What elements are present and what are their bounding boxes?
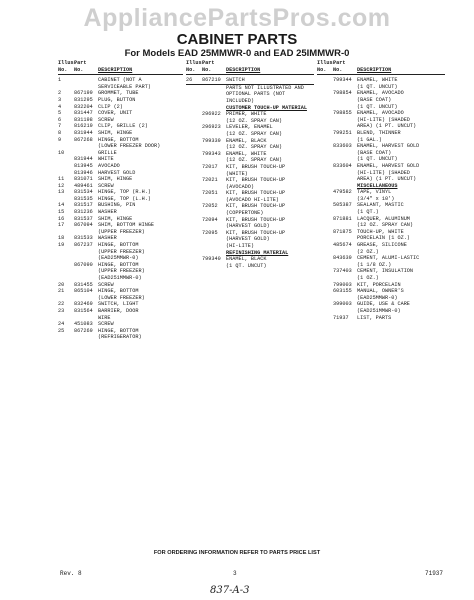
column-header: [58, 60, 183, 75]
part-row: [58, 110, 183, 117]
illus-no: 6: [58, 116, 62, 123]
illus-no: 9: [58, 136, 62, 143]
part-no: 833603: [333, 143, 352, 150]
part-no: [333, 183, 357, 190]
part-description: ENAMEL, HARVEST GOLD (BASE COAT) (1 QT. UNCUT): [357, 143, 420, 163]
part-row: [186, 177, 314, 190]
part-row: [317, 90, 445, 110]
illus-no: 10: [58, 149, 65, 156]
description-header: DESCRIPTION: [98, 66, 133, 73]
part-row: [58, 117, 183, 124]
part-no: 867268: [74, 136, 93, 143]
part-no: 867199: [74, 90, 93, 97]
illus-no: 13: [58, 189, 65, 196]
illus-no: [317, 202, 333, 215]
part-description: HINGE, TOP (L.H.): [98, 195, 151, 202]
part-row: [58, 137, 183, 150]
part-description: KIT, BRUSH TOUCH-UP (HARVEST GOLD) (HI-LITE): [226, 229, 286, 250]
part-description: AVOCADO: [98, 162, 120, 169]
part-description: HINGE, BOTTOM (LOWER FREEZER): [98, 288, 145, 301]
part-row: [317, 110, 445, 130]
part-row: [58, 163, 183, 170]
illus-no: [186, 203, 202, 216]
part-row: [186, 124, 314, 137]
part-no: 72052: [202, 203, 218, 210]
part-no: 831447: [74, 110, 93, 117]
part-no: 72021: [202, 177, 218, 184]
part-row: [58, 202, 183, 209]
part-row: [58, 123, 183, 130]
illus-no: 12: [58, 182, 65, 189]
part-description: ENAMEL, AVOCADO (BASE COAT) (1 QT. UNCUT): [357, 90, 404, 110]
part-description: HARVEST GOLD: [98, 169, 136, 176]
part-row: [186, 203, 314, 216]
illus-no: [317, 229, 333, 242]
part-no: 451083: [74, 321, 93, 328]
part-row: [186, 85, 314, 105]
part-description: ENAMEL, AVOCADO (HI-LITE) (SHADED AREA) (1 PT. UNCUT): [357, 110, 417, 130]
part-row: [317, 143, 445, 163]
part-row: [58, 156, 183, 163]
illus-no: 3: [58, 96, 62, 103]
illus-no: [317, 242, 333, 255]
part-no: 296922: [202, 111, 221, 118]
part-row: [317, 282, 445, 289]
illus-no: [317, 90, 333, 110]
part-no: 603155: [333, 288, 352, 295]
part-row: [58, 308, 183, 321]
part-row: [186, 151, 314, 164]
part-description: KIT, BRUSH TOUCH-UP (COPPERTONE): [226, 203, 286, 217]
illus-no: [317, 216, 333, 229]
part-row: [317, 315, 445, 322]
part-description: GREASE, SILICONE (2 OZ.): [357, 242, 407, 255]
part-no: 813946: [74, 169, 93, 176]
illus-no: 11: [58, 176, 65, 183]
part-description: WHITE: [98, 156, 114, 163]
illus-no: [186, 250, 202, 257]
part-no: 296923: [202, 124, 221, 131]
part-no-header: Part No.: [333, 60, 346, 73]
illus-no: 7: [58, 123, 62, 130]
part-no-header: Part No.: [202, 60, 215, 73]
part-description: GROMMET, TUBE: [98, 90, 139, 97]
part-no: 71937: [333, 314, 349, 321]
illus-no: 24: [58, 321, 65, 328]
column-header: [186, 60, 314, 75]
part-description: SHIM, HINGE: [98, 129, 133, 136]
part-row: [58, 183, 183, 190]
part-row: [317, 163, 445, 183]
part-description: WASHER: [98, 209, 117, 216]
part-no: 831534: [74, 189, 93, 196]
part-description: SHIM, HINGE: [98, 215, 133, 222]
part-no: 485674: [333, 242, 352, 249]
illus-no: [317, 268, 333, 281]
part-row: [58, 288, 183, 301]
illus-no: 18: [58, 235, 65, 242]
part-row: [58, 77, 183, 90]
part-description: TOUCH-UP, WHITE PORCELAIN (1 OZ.): [357, 228, 410, 242]
part-no: 831944: [74, 156, 93, 163]
part-description: KIT, BRUSH TOUCH-UP (AVOCADO): [226, 177, 286, 190]
part-row: [317, 301, 445, 314]
part-row: [58, 301, 183, 308]
illus-no: [186, 190, 202, 203]
illus-no: [186, 177, 202, 190]
part-description: BLEND, THINNER (1 GAL.): [357, 129, 401, 143]
part-description: SCREW: [98, 321, 114, 328]
part-description: BUSHING, PIN: [98, 202, 136, 209]
document-code: 71937: [425, 570, 444, 577]
part-description: COVER, UNIT: [98, 110, 133, 117]
illus-no: [186, 230, 202, 250]
part-description: SHIM, HINGE: [98, 176, 133, 183]
watermark: AppliancePartsPros.com: [83, 4, 391, 32]
illus-no: [186, 85, 202, 105]
part-no: 832204: [74, 103, 93, 110]
part-no: 865104: [74, 288, 93, 295]
part-description: PARTS NOT ILLUSTRATED AND OPTIONAL PARTS (NOT INCLUDED): [226, 84, 304, 104]
part-description: GUIDE, USE & CARE (EAD251MMWR-0): [357, 301, 410, 314]
part-description: CLIP (2): [98, 103, 123, 110]
part-description: KIT, BRUSH TOUCH-UP (HARVEST GOLD): [226, 216, 286, 230]
part-no: 799003: [333, 281, 352, 288]
part-no: [202, 250, 226, 257]
part-row: [186, 190, 314, 203]
part-no: 799343: [202, 150, 221, 157]
part-row: [58, 235, 183, 242]
part-no: 831944: [74, 129, 93, 136]
part-row: [58, 242, 183, 262]
part-description: TAPE, VINYL (3/4" x 10'): [357, 189, 395, 202]
illus-no: [186, 105, 202, 112]
illus-no: 2: [58, 90, 62, 97]
section-heading: CUSTOMER TOUCH-UP MATERIAL: [226, 104, 307, 111]
illus-no: [186, 217, 202, 230]
part-no: [202, 105, 226, 112]
illus-no: 26: [186, 77, 193, 84]
part-no: 867237: [74, 242, 93, 249]
part-no: 831535: [74, 195, 93, 202]
part-description: SCREW: [98, 281, 114, 288]
illus-no: 4: [58, 103, 62, 110]
part-no: 399003: [333, 301, 352, 308]
illus-no: [186, 111, 202, 124]
part-description: HINGE, BOTTOM (REFRIGERATOR): [98, 327, 142, 341]
part-row: [186, 164, 314, 177]
part-description: SEALANT, MASTIC (1 QT.): [357, 202, 404, 216]
illus-no: 14: [58, 202, 65, 209]
part-row: [317, 242, 445, 255]
part-description: ENAMEL, BLACK (12 OZ. SPRAY CAN): [226, 137, 283, 151]
part-row: [186, 111, 314, 124]
part-row: [58, 262, 183, 282]
illus-no: 15: [58, 209, 65, 216]
illus-no: [317, 282, 333, 289]
illus-no: [58, 163, 74, 170]
part-row: [58, 216, 183, 223]
illus-no: 16: [58, 215, 65, 222]
illus-no: [58, 262, 74, 282]
part-no: 831198: [74, 116, 93, 123]
illus-no: [317, 183, 333, 190]
illus-no: [186, 151, 202, 164]
part-description: ENAMEL, WHITE (12 OZ. SPRAY CAN): [226, 150, 283, 164]
illus-no: [317, 143, 333, 163]
part-row: [317, 202, 445, 215]
part-no: 799251: [333, 129, 352, 136]
part-description: GRILLE: [98, 149, 117, 156]
part-description: CEMENT, INSULATION (1 OZ.): [357, 268, 414, 281]
part-no: 843639: [333, 255, 352, 262]
part-row: [317, 255, 445, 268]
part-no: 72017: [202, 163, 218, 170]
parts-column-3: [317, 60, 445, 321]
part-no: 867090: [74, 261, 93, 268]
part-no: 833604: [333, 162, 352, 169]
part-description: SHIM, BOTTOM HINGE (UPPER FREEZER): [98, 222, 155, 235]
part-row: [317, 288, 445, 301]
part-no: 72095: [202, 229, 218, 236]
illus-no: 8: [58, 129, 62, 136]
illus-no: 21: [58, 288, 65, 295]
illus-no: 19: [58, 242, 65, 249]
part-row: [58, 176, 183, 183]
part-row: [186, 77, 314, 84]
part-no: 813945: [74, 162, 93, 169]
illus-no: [317, 301, 333, 314]
parts-column-2: [186, 60, 314, 269]
part-description: KIT, BRUSH TOUCH-UP (WHITE): [226, 163, 286, 177]
part-description: CABINET (NOT A SERVICEABLE PART): [98, 77, 151, 90]
illus-no: [58, 196, 74, 203]
part-row: [58, 321, 183, 328]
illus-no: 20: [58, 281, 65, 288]
part-description: SCREW: [98, 116, 114, 123]
part-row: [186, 138, 314, 151]
part-description: HINGE, BOTTOM (UPPER FREEZER) (EAD25MMWR-0): [98, 242, 145, 262]
part-no: 489461: [74, 182, 93, 189]
part-no: 798854: [333, 90, 352, 97]
part-row: [58, 104, 183, 111]
part-row: [58, 130, 183, 137]
section-heading: REFINISHING MATERIAL: [226, 249, 289, 256]
part-no: 72051: [202, 190, 218, 197]
part-no: 479582: [333, 189, 352, 196]
illus-no: 5: [58, 110, 62, 117]
part-row: [317, 216, 445, 229]
part-row: [58, 328, 183, 341]
part-row: [58, 97, 183, 104]
part-description: MANUAL, OWNER'S (EAD25MMWR-0): [357, 288, 404, 301]
part-description: WASHER: [98, 235, 117, 242]
part-no: 799344: [333, 77, 352, 84]
part-no: 72094: [202, 216, 218, 223]
illus-no: [317, 77, 333, 90]
part-no: [74, 77, 98, 90]
part-row: [317, 189, 445, 202]
part-no: 505387: [333, 202, 352, 209]
part-description: CLIP, GRILLE (2): [98, 123, 148, 130]
part-description: ENAMEL, HARVEST GOLD (HI-LITE) (SHADED AREA) (1 PT. UNCUT): [357, 162, 420, 183]
illus-no: 22: [58, 301, 65, 308]
revision-label: Rev. 8: [60, 570, 82, 577]
part-no: 871881: [333, 215, 352, 222]
illus-no: [317, 315, 333, 322]
part-description: CEMENT, ALUMI-LASTIC (1 1/8 OZ.): [357, 255, 420, 268]
part-no: 831236: [74, 209, 93, 216]
part-description: KIT, BRUSH TOUCH-UP (AVOCADO HI-LITE): [226, 190, 286, 203]
part-no: 832469: [74, 301, 93, 308]
ordering-footer: FOR ORDERING INFORMATION REFER TO PARTS PRICE LIST: [153, 550, 321, 556]
illus-no-header: Illus. No.: [186, 60, 205, 73]
part-description: PLUG, BUTTON: [98, 96, 136, 103]
part-no: 831564: [74, 307, 93, 314]
part-no-header: Part No.: [74, 60, 87, 73]
part-description: PRIMER, WHITE (12 OZ. SPRAY CAN): [226, 111, 283, 124]
illus-no: [317, 110, 333, 130]
illus-no: [317, 130, 333, 143]
part-no: 798855: [333, 110, 352, 117]
illus-no: [317, 189, 333, 202]
part-description: HINGE, TOP (R.H.): [98, 189, 151, 196]
part-no: 799339: [202, 137, 221, 144]
illus-no: [317, 255, 333, 268]
part-row: [58, 196, 183, 203]
part-row: [58, 209, 183, 216]
part-row: [317, 268, 445, 281]
illus-no-header: Illus. No.: [317, 60, 336, 73]
part-row: [58, 90, 183, 97]
part-row: [317, 183, 445, 190]
part-description: HINGE, BOTTOM (LOWER FREEZER DOOR): [98, 136, 161, 150]
handwritten-note: 837-A-3: [210, 585, 250, 596]
part-description: ENAMEL, BLACK (1 QT. UNCUT): [226, 256, 267, 269]
part-no: 831455: [74, 281, 93, 288]
illus-no: 17: [58, 222, 65, 229]
part-row: [317, 229, 445, 242]
part-description: LEVELER, ENAMEL (12 OZ. SPRAY CAN): [226, 124, 283, 137]
part-description: SWITCH: [226, 77, 245, 84]
part-row: [58, 150, 183, 157]
part-row: [58, 222, 183, 235]
part-no: 871875: [333, 228, 352, 235]
part-description: SCREW: [98, 182, 114, 189]
illus-no: [186, 138, 202, 151]
part-description: LIST, PARTS: [357, 314, 392, 321]
part-no: [202, 85, 226, 105]
part-no: 831537: [74, 215, 93, 222]
part-no: 867269: [74, 327, 93, 334]
illus-no: [186, 256, 202, 269]
part-no: 867094: [74, 222, 93, 229]
illus-no: 1: [58, 77, 62, 84]
illus-no: [58, 156, 74, 163]
part-no: 816219: [74, 123, 93, 130]
part-no: 831533: [74, 235, 93, 242]
part-description: ENAMEL, WHITE (1 QT. UNCUT): [357, 77, 398, 90]
part-description: KIT, PORCELAIN: [357, 281, 401, 288]
part-no: [74, 150, 98, 157]
page-title: CABINET PARTS: [176, 31, 298, 48]
part-no: 831071: [74, 176, 93, 183]
part-description: LACQUER, ALUMINUM (12 OZ. SPRAY CAN): [357, 215, 414, 229]
section-heading: MISCELLANEOUS: [357, 182, 398, 189]
illus-no: 23: [58, 307, 65, 314]
part-row: [58, 170, 183, 177]
part-description: BARRIER, DOOR WIRE: [98, 307, 139, 321]
description-header: DESCRIPTION: [357, 66, 392, 73]
page-number: 3: [233, 570, 237, 577]
illus-no: [317, 288, 333, 301]
illus-no: [317, 163, 333, 183]
column-header: [317, 60, 445, 75]
part-row: [317, 77, 445, 90]
illus-no: 25: [58, 327, 65, 334]
part-no: 831517: [74, 202, 93, 209]
parts-column-1: [58, 60, 183, 341]
illus-no: [58, 170, 74, 177]
part-no: 867210: [202, 77, 221, 84]
illus-no: [186, 124, 202, 137]
part-description: SWITCH, LIGHT: [98, 301, 139, 308]
part-row: [58, 282, 183, 289]
description-header: DESCRIPTION: [226, 66, 261, 73]
part-row: [186, 256, 314, 269]
illus-no-header: Illus. No.: [58, 60, 77, 73]
part-row: [58, 189, 183, 196]
part-row: [186, 105, 314, 112]
illus-no: [186, 164, 202, 177]
part-row: [186, 230, 314, 250]
part-row: [317, 130, 445, 143]
part-description: HINGE, BOTTOM (UPPER FREEZER) (EAD251MMWR-0): [98, 261, 145, 281]
part-no: 737403: [333, 268, 352, 275]
part-row: [186, 217, 314, 230]
part-no: 799340: [202, 256, 221, 263]
part-no: 831295: [74, 96, 93, 103]
part-row: [186, 250, 314, 257]
page-subtitle: For Models EAD 25MMWR-0 and EAD 25IMMWR-0: [124, 48, 350, 59]
